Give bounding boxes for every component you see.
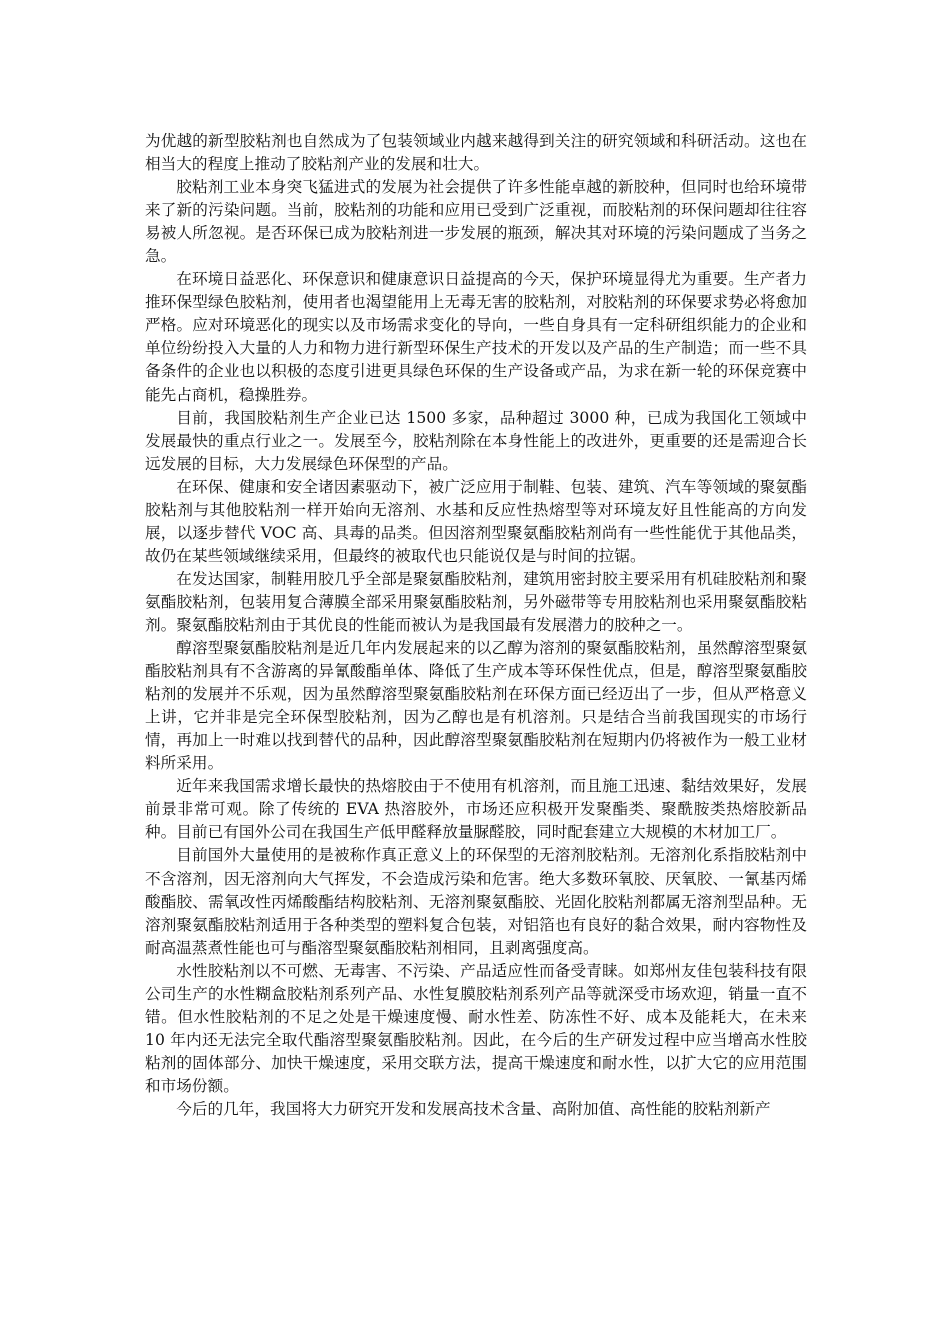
paragraph: 在环境日益恶化、环保意识和健康意识日益提高的今天，保护环境显得尤为重要。生产者力推环保型绿色胶粘剂，使用者也渴望能用上无毒无害的胶粘剂，对胶粘剂的环保要求势必将愈加严格。应对环境恶化的现实以及市场需求变化的导向，一些自身具有一定科研组织能力的企业和单位纷纷投入大量的人力和物力进行新型环保生产技术的开发以及产品的生产制造；而一些不具备条件的企业也以积极的态度引进更具绿色环保的生产设备或产品，为求在新一轮的环保竞赛中能先占商机，稳操胜券。 bbox=[145, 270, 807, 404]
body-text bbox=[145, 130, 807, 1121]
paragraph: 今后的几年，我国将大力研究开发和发展高技术含量、高附加值、高性能的胶粘剂新产 bbox=[176, 1099, 771, 1118]
paragraph: 醇溶型聚氨酯胶粘剂是近几年内发展起来的以乙醇为溶剂的聚氨酯胶粘剂，虽然醇溶型聚氨酯胶粘剂具有不含游离的异氰酸酯单体、降低了生产成本等环保性优点，但是，醇溶型聚氨酯胶粘剂的发展并不乐观，因为虽然醇溶型聚氨酯胶粘剂在环保方面已经迈出了一步，但从严格意义上讲，它并非是完全环保型胶粘剂，因为乙醇也是有机溶剂。只是结合当前我国现实的市场行情，再加上一时难以找到替代的品种，因此醇溶型聚氨酯胶粘剂在短期内仍将被作为一般工业材料所采用。 bbox=[145, 639, 807, 773]
paragraph: 目前，我国胶粘剂生产企业已达 1500 多家，品种超过 3000 种，已成为我国化工领域中发展最快的重点行业之一。发展至今，胶粘剂除在本身性能上的改进外，更重要的还是需迎合长远发展的目标，大力发展绿色环保型的产品。 bbox=[145, 408, 807, 473]
paragraph: 水性胶粘剂以不可燃、无毒害、不污染、产品适应性而备受青睐。如郑州友佳包装科技有限公司生产的水性糊盒胶粘剂系列产品、水性复膜胶粘剂系列产品等就深受市场欢迎，销量一直不错。但水性胶粘剂的不足之处是干燥速度慢、耐水性差、防冻性不好、成本及能耗大，在未来 10 年内还无法完全取代酯溶型聚氨酯胶粘剂。因此，在今后的生产研发过程中应当增高水性胶粘剂的固体部分、加快干燥速度，采用交联方法，提高干燥速度和耐水性，以扩大它的应用范围和市场份额。 bbox=[145, 961, 807, 1095]
paragraph-continuation: 为优越的新型胶粘剂也自然成为了包装领域业内越来越得到关注的研究领域和科研活动。这也在相当大的程度上推动了胶粘剂产业的发展和壮大。 bbox=[145, 132, 807, 174]
paragraph: 近年来我国需求增长最快的热熔胶由于不使用有机溶剂，而且施工迅速、黏结效果好，发展前景非常可观。除了传统的 EVA 热溶胶外，市场还应积极开发聚酯类、聚酰胺类热熔胶新品种。目前已有国外公司在我国生产低甲醛释放量脲醛胶，同时配套建立大规模的木材加工厂。 bbox=[145, 777, 807, 842]
paragraph: 目前国外大量使用的是被称作真正意义上的环保型的无溶剂胶粘剂。无溶剂化系指胶粘剂中不含溶剂，因无溶剂向大气挥发，不会造成污染和危害。绝大多数环氧胶、厌氧胶、一氰基丙烯酸酯胶、需氧改性丙烯酸酯结构胶粘剂、无溶剂聚氨酯胶、光固化胶粘剂都属无溶剂型品种。无溶剂聚氨酯胶粘剂适用于各种类型的塑料复合包装，对铝箔也有良好的黏合效果，耐内容物性及耐高温蒸煮性能也可与酯溶型聚氨酯胶粘剂相同，且剥离强度高。 bbox=[145, 846, 807, 957]
paragraph: 在环保、健康和安全诸因素驱动下，被广泛应用于制鞋、包装、建筑、汽车等领域的聚氨酯胶粘剂与其他胶粘剂一样开始向无溶剂、水基和反应性热熔型等对环境友好且性能高的方向发展，以逐步替代 VOC 高、具毒的品类。但因溶剂型聚氨酯胶粘剂尚有一些性能优于其他品类，故仍在某些领域继续采用，但最终的被取代也只能说仅是与时间的拉锯。 bbox=[145, 477, 807, 565]
paragraph: 胶粘剂工业本身突飞猛进式的发展为社会提供了许多性能卓越的新胶种，但同时也给环境带来了新的污染问题。当前，胶粘剂的功能和应用已受到广泛重视，而胶粘剂的环保问题却往往容易被人所忽视。是否环保已成为胶粘剂进一步发展的瓶颈，解决其对环境的污染问题成了当务之急。 bbox=[145, 178, 807, 266]
paragraph: 在发达国家，制鞋用胶几乎全部是聚氨酯胶粘剂，建筑用密封胶主要采用有机硅胶粘剂和聚氨酯胶粘剂，包装用复合薄膜全部采用聚氨酯胶粘剂，另外磁带等专用胶粘剂也采用聚氨酯胶粘剂。聚氨酯胶粘剂由于其优良的性能而被认为是我国最有发展潜力的胶种之一。 bbox=[145, 569, 807, 634]
